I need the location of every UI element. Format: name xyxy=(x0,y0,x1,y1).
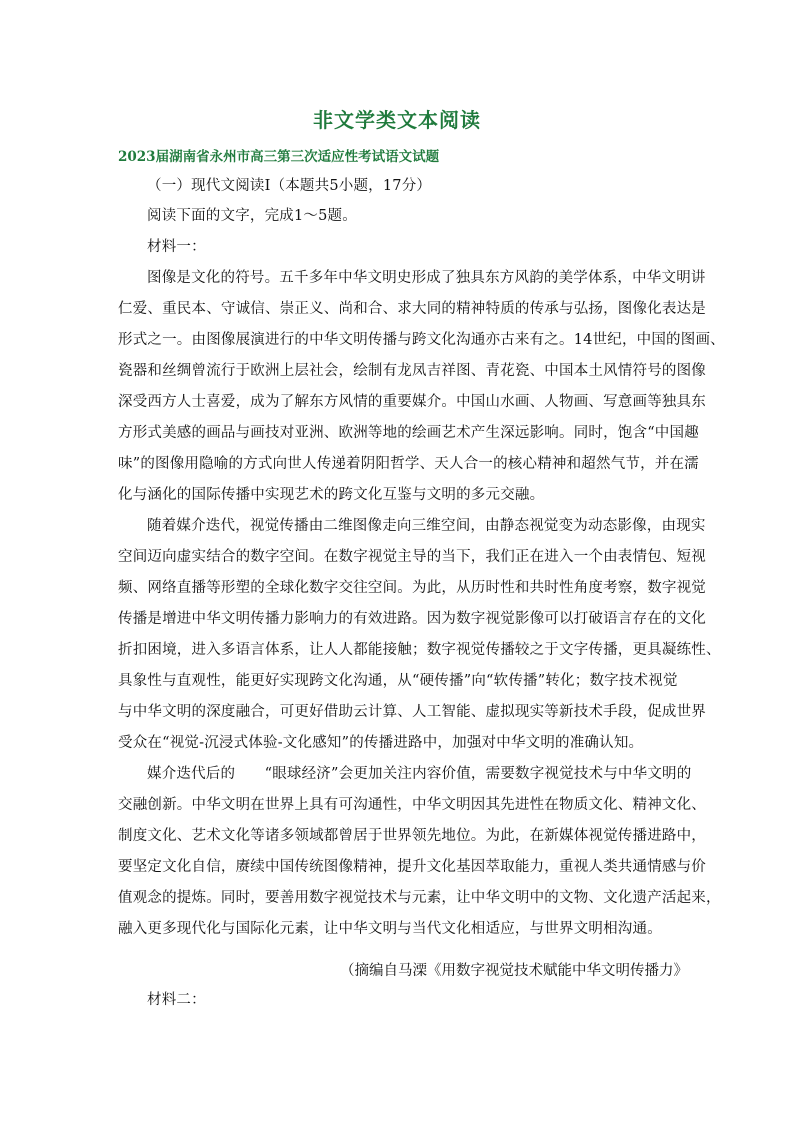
paragraph-line: 图像是文化的符号。五千多年中华文明史形成了独具东方风韵的美学体系，中华文明讲 xyxy=(147,270,706,286)
instruction-text: 阅读下面的文字，完成1～5题。 xyxy=(147,208,357,224)
page-title: 非文学类文本阅读 xyxy=(313,108,481,132)
paragraph-line: 交融创新。中华文明在世界上具有可沟通性，中华文明因其先进性在物质文化、精神文化、 xyxy=(118,797,706,813)
paragraph-line: 方形式美感的画品与画技对亚洲、欧洲等地的绘画艺术产生深远影响。同时，饱含“中国趣 xyxy=(118,425,699,441)
paragraph-line: 具象性与直观性，能更好实现跨文化沟通，从“硬传播”向“软传播”转化；数字技术视觉 xyxy=(118,673,678,689)
paragraph-line: 与中华文明的深度融合，可更好借助云计算、人工智能、虚拟现实等新技术手段，促成世界 xyxy=(118,704,706,720)
paragraph-line: 要坚定文化自信，赓续中国传统图像精神，提升文化基因萃取能力，重视人类共通情感与价 xyxy=(118,859,706,875)
paragraph-line: 媒介迭代后的 “眼球经济”会更加关注内容价值，需要数字视觉技术与中华文明的 xyxy=(147,766,692,782)
section-heading: （一）现代文阅读I（本题共5小题，17分） xyxy=(147,178,432,194)
paragraph-line: 瓷器和丝绸曾流行于欧洲上层社会，绘制有龙凤吉祥图、青花瓷、中国本土风情符号的图像 xyxy=(118,363,706,379)
paragraph-line: 深受西方人士喜爱，成为了解东方风情的重要媒介。中国山水画、人物画、写意画等独具东 xyxy=(118,394,706,410)
paragraph-line: 仁爱、重民本、守诚信、崇正义、尚和合、求大同的精神特质的传承与弘扬，图像化表达是 xyxy=(118,301,706,317)
paragraph-line: 随着媒介迭代，视觉传播由二维图像走向三维空间，由静态视觉变为动态影像，由现实 xyxy=(147,518,706,534)
exam-subtitle: 2023届湖南省永州市高三第三次适应性考试语文试题 xyxy=(118,149,440,165)
paragraph-line: 值观念的提炼。同时，要善用数字视觉技术与元素，让中华文明中的文物、文化遗产活起来， xyxy=(118,890,721,906)
paragraph-line: 制度文化、艺术文化等诸多领域都曾居于世界领先地位。为此，在新媒体视觉传播进路中， xyxy=(118,828,706,844)
paragraph-line: 频、网络直播等形塑的全球化数字交往空间。为此，从历时性和共时性角度考察，数字视觉 xyxy=(118,580,706,596)
material-one-label: 材料一： xyxy=(147,239,206,255)
source-citation: （摘编自马溧《用数字视觉技术赋能中华文明传播力》 xyxy=(340,963,688,979)
paragraph-line: 受众在“视觉-沉浸式体验-文化感知”的传播进路中，加强对中华文明的准确认知。 xyxy=(118,735,644,751)
paragraph-line: 传播是增进中华文明传播力影响力的有效进路。因为数字视觉影像可以打破语言存在的文化 xyxy=(118,611,706,627)
paragraph-line: 形式之一。由图像展演进行的中华文明传播与跨文化沟通亦古来有之。14世纪，中国的图画、 xyxy=(118,332,725,348)
paragraph-line: 味”的图像用隐喻的方式向世人传递着阴阳哲学、天人合一的核心精神和超然气节，并在濡 xyxy=(118,456,699,472)
paragraph-line: 化与涵化的国际传播中实现艺术的跨文化互鉴与文明的多元交融。 xyxy=(118,487,545,503)
paragraph-line: 折扣困境，进入多语言体系，让人人都能接触；数字视觉传播较之于文字传播，更具凝练性、 xyxy=(118,642,721,658)
paragraph-line: 空间迈向虚实结合的数字空间。在数字视觉主导的当下，我们正在进入一个由表情包、短视 xyxy=(118,549,706,565)
paragraph-line: 融入更多现代化与国际化元素，让中华文明与当代文化相适应，与世界文明相沟通。 xyxy=(118,921,662,937)
material-two-label: 材料二： xyxy=(147,992,206,1008)
